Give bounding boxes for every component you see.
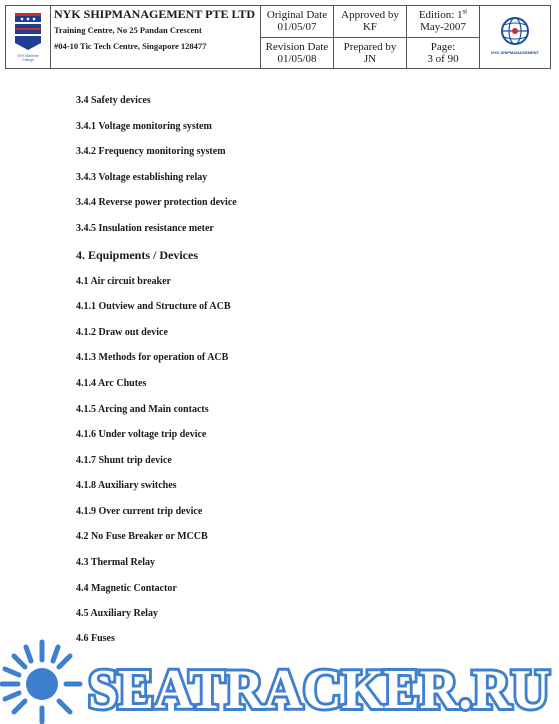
toc-section-heading: 4. Equipments / Devices bbox=[76, 248, 199, 262]
nyk-shipmanagement-logo-cell bbox=[480, 6, 551, 69]
toc-item: 3.4.1 Voltage monitoring system bbox=[76, 121, 212, 132]
toc-item: 3.4.3 Voltage establishing relay bbox=[76, 172, 208, 183]
toc-item: 4.1.3 Methods for operation of ACB bbox=[76, 352, 229, 363]
page-value: 3 of 90 bbox=[427, 52, 459, 65]
prepared-by-label: Prepared by bbox=[343, 40, 397, 53]
document-header bbox=[5, 5, 551, 69]
toc-item: 4.1.1 Outview and Structure of ACB bbox=[76, 301, 231, 312]
revision-date-value: 01/05/08 bbox=[277, 52, 317, 65]
toc-item: 3.4.5 Insulation resistance meter bbox=[76, 223, 214, 234]
toc-item: 4.1.9 Over current trip device bbox=[76, 506, 203, 517]
toc-item: 4.2 No Fuse Breaker or MCCB bbox=[76, 531, 208, 542]
toc-item: 4.1.8 Auxiliary switches bbox=[76, 480, 177, 491]
toc-item: 4.5 Auxiliary Relay bbox=[76, 608, 158, 619]
logo-caption: NYK Maritime College bbox=[17, 54, 39, 62]
address-line-1: Training Centre, No 25 Pandan Crescent bbox=[54, 25, 202, 35]
watermark-text: SEATRACKER.RU bbox=[88, 659, 550, 721]
toc-item: 3.4 Safety devices bbox=[76, 95, 151, 106]
toc-item: 4.1.7 Shunt trip device bbox=[76, 455, 172, 466]
globe-logo-icon bbox=[498, 16, 532, 46]
edition-date: May-2007 bbox=[420, 21, 466, 34]
prepared-by-value: JN bbox=[363, 52, 377, 65]
prepared-by-cell bbox=[334, 37, 407, 69]
seatracker-watermark bbox=[0, 636, 559, 724]
toc-item: 4.3 Thermal Relay bbox=[76, 557, 155, 568]
toc-item: 4.6 Fuses bbox=[76, 633, 115, 644]
toc-item: 3.4.4 Reverse power protection device bbox=[76, 197, 237, 208]
address-line-2: #04-10 Tic Tech Centre, Singapore 128477 bbox=[54, 41, 207, 51]
edition-label: Edition: 1st bbox=[418, 7, 468, 22]
sun-icon bbox=[2, 642, 80, 722]
revision-date-label: Revision Date bbox=[265, 40, 329, 53]
edition-superscript: st bbox=[462, 7, 468, 16]
toc-item: 3.4.2 Frequency monitoring system bbox=[76, 146, 226, 157]
original-date-value: 01/05/07 bbox=[277, 21, 317, 34]
nyk-maritime-college-logo bbox=[11, 11, 45, 63]
college-logo-cell bbox=[6, 6, 51, 69]
revision-date-cell bbox=[261, 37, 334, 69]
right-logo-caption: NYK SHIPMANAGEMENT bbox=[490, 49, 539, 55]
toc-item: 4.1.6 Under voltage trip device bbox=[76, 429, 207, 440]
company-name: NYK SHIPMANAGEMENT PTE LTD bbox=[54, 7, 256, 21]
page-label: Page: bbox=[430, 40, 456, 53]
toc-item: 4.4 Magnetic Contactor bbox=[76, 583, 177, 594]
page-number-cell bbox=[407, 37, 480, 69]
approved-by-value: KF bbox=[362, 21, 378, 34]
edition-cell bbox=[407, 6, 480, 38]
approved-by-cell bbox=[334, 6, 407, 38]
toc-item: 4.1.5 Arcing and Main contacts bbox=[76, 404, 209, 415]
original-date-label: Original Date bbox=[266, 9, 328, 22]
toc-item: 4.1 Air circuit breaker bbox=[76, 276, 171, 287]
shield-flag-icon bbox=[11, 11, 45, 51]
toc-item: 4.1.4 Arc Chutes bbox=[76, 378, 147, 389]
company-block bbox=[51, 6, 261, 69]
approved-by-label: Approved by bbox=[341, 9, 399, 22]
toc-item: 4.1.2 Draw out device bbox=[76, 327, 168, 338]
original-date-cell bbox=[261, 6, 334, 38]
